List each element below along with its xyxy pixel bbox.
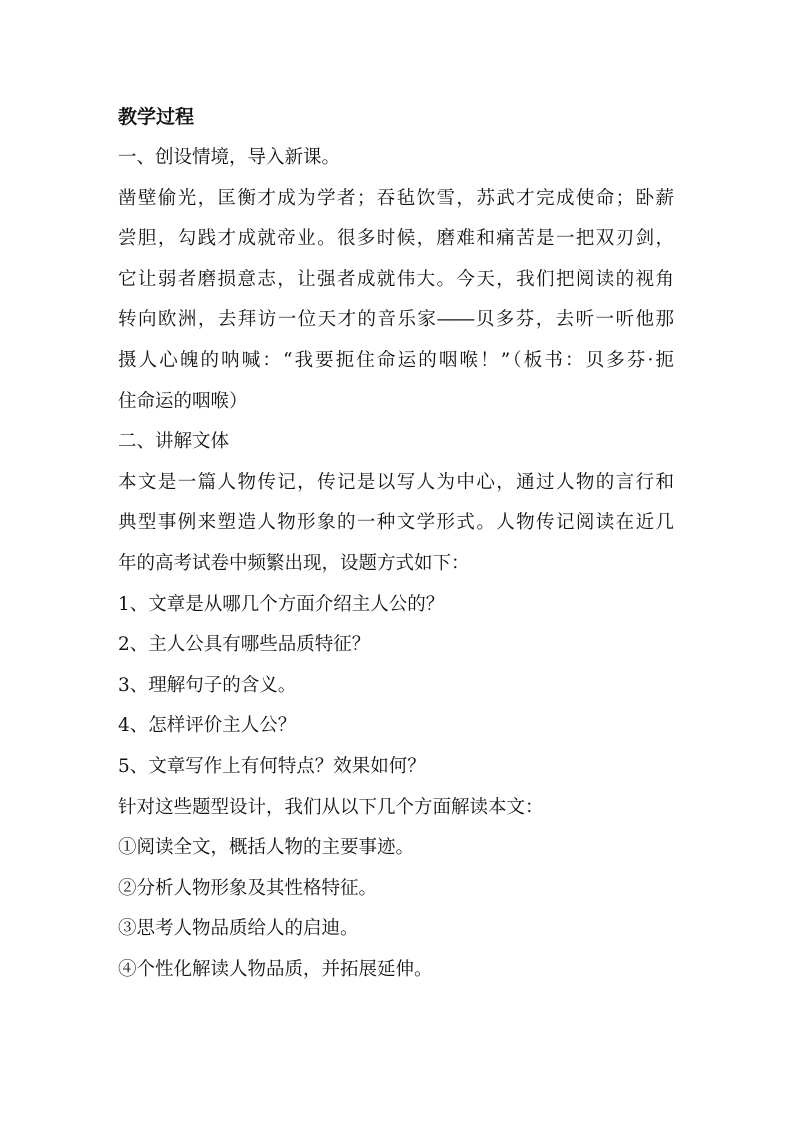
- approach-step: ①阅读全文，概括人物的主要事迹。: [118, 837, 415, 859]
- section-heading-intro: 一、创设情境，导入新课。: [118, 147, 341, 168]
- question-list: [118, 585, 678, 788]
- paragraph-line: 典型事例来塑造人物形象的一种文学形式。人物传记阅读在近几: [118, 512, 674, 534]
- paragraph-line: 本文是一篇人物传记，传记是以写人为中心，通过人物的言行和: [118, 471, 674, 493]
- question-item: 5、文章写作上有何特点？效果如何？: [118, 755, 426, 777]
- approach-intro: 针对这些题型设计，我们从以下几个方面解读本文：: [118, 796, 544, 818]
- document-title: 教学过程: [118, 106, 195, 128]
- paragraph-line: 转向欧洲，去拜访一位天才的音乐家――贝多芬，去听一听他那: [118, 309, 674, 331]
- paragraph-line: 它让弱者磨损意志，让强者成就伟大。今天，我们把阅读的视角: [118, 268, 674, 290]
- question-item: 4、怎样评价主人公？: [118, 715, 297, 737]
- paragraph-line: 摄人心魄的呐喊：“我要扼住命运的咽喉！”（板书：贝多芬·扼: [118, 349, 674, 371]
- section-heading-genre: 二、讲解文体: [118, 431, 230, 453]
- approach-step: ④个性化解读人物品质，并拓展延伸。: [118, 958, 433, 980]
- approach-step: ②分析人物形象及其性格特征。: [118, 877, 378, 899]
- genre-paragraph: [118, 463, 678, 585]
- document-page: [118, 96, 678, 990]
- question-item: 3、理解句子的含义。: [118, 674, 297, 696]
- approach-step: ③思考人物品质给人的启迪。: [118, 918, 359, 940]
- approach-list: [118, 828, 678, 990]
- question-item: 2、主人公具有哪些品质特征？: [118, 634, 371, 656]
- paragraph-line: 住命运的咽喉）: [118, 390, 248, 412]
- intro-paragraph: [118, 179, 678, 423]
- question-item: 1、文章是从哪几个方面介绍主人公的？: [118, 593, 445, 615]
- paragraph-line: 年的高考试卷中频繁出现，设题方式如下：: [118, 552, 470, 574]
- paragraph-line: 凿壁偷光，匡衡才成为学者；吞毡饮雪，苏武才完成使命；卧薪: [118, 187, 674, 209]
- paragraph-line: 尝胆，勾践才成就帝业。很多时候，磨难和痛苦是一把双刃剑，: [118, 228, 674, 250]
